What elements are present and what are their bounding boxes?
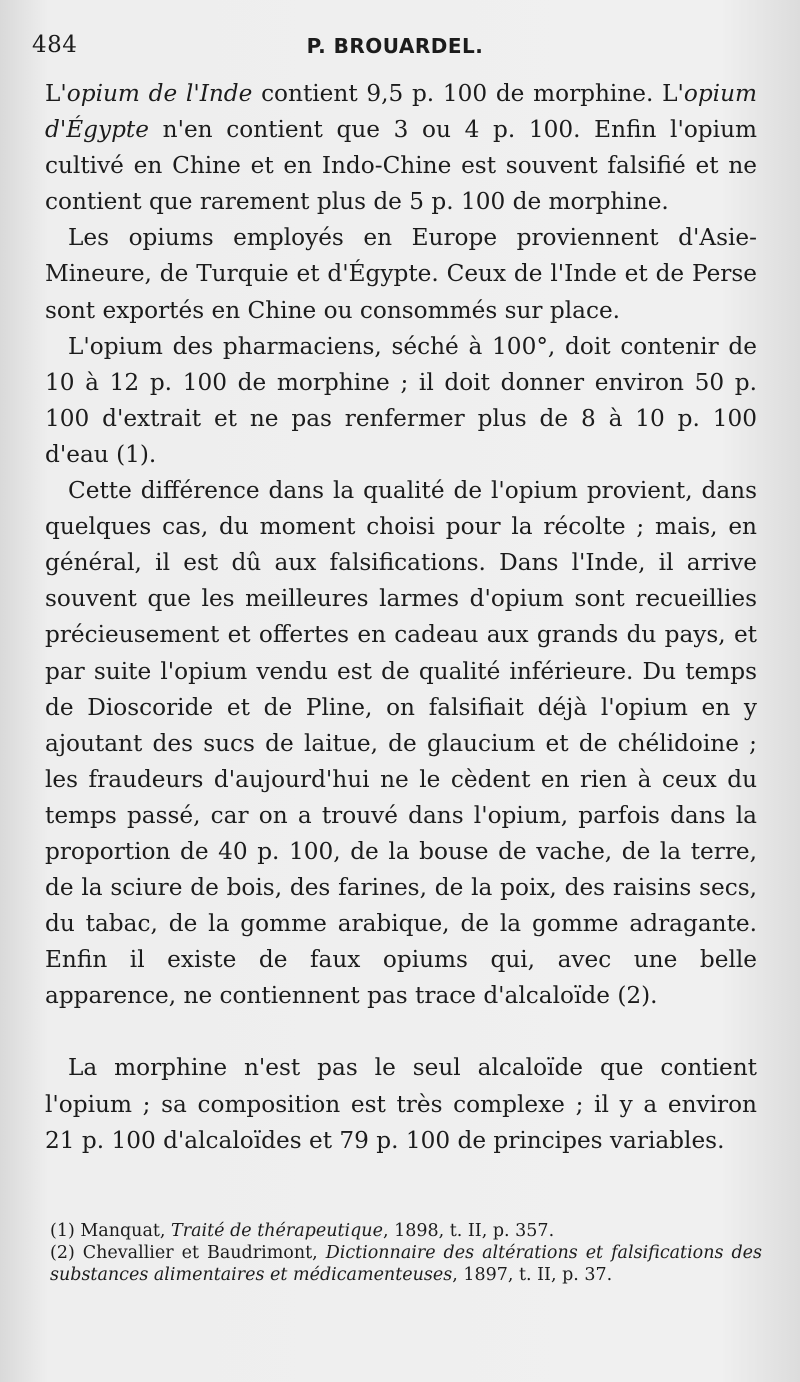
text-run: Les opiums employés en Europe proviennent d'Asie-Mineure, de Turquie et d'Égypte. Ceux de l'Inde et de Perse sont exportés en Chine ou consommés sur place. — [45, 224, 757, 324]
italic-text: opium de l'Inde — [66, 80, 253, 107]
footnotes — [50, 1220, 762, 1286]
paragraph — [45, 220, 757, 328]
text-run: , 1898, t. II, p. 357. — [382, 1221, 555, 1241]
text-run: Cette différence dans la qualité de l'opium provient, dans quelques cas, du moment choisi pour la récolte ; mais, en général, il est dû aux falsifications. Dans l'Inde, il arrive souvent que les meilleures larmes d'opium sont recueillies précieusement et offertes en cadeau aux grands du pays, et par suite l'opium vendu est de qualité inférieure. Du temps de Dioscoride et de Pline, on falsifiait déjà l'opium en y ajoutant des sucs de laitue, de glaucium et de chélidoine ; les fraudeurs d'aujourd'hui ne le cèdent en rien à ceux du temps passé, car on a trouvé dans l'opium, parfois dans la proportion de 40 p. 100, de la bouse de vache, de la terre, de la sciure de bois, des farines, de la poix, des raisins secs, du tabac, de la gomme arabique, de la gomme adragante. Enfin il existe de faux opiums qui, avec une belle apparence, ne contiennent pas trace d'alcaloïde (2). — [45, 477, 757, 1010]
section-gap — [45, 1014, 757, 1050]
italic-text: Dictionnaire des altérations et falsifications des substances alimentaires et médicamenteuses — [50, 1243, 762, 1285]
text-run: L'opium des pharmaciens, séché à 100°, doit contenir de 10 à 12 p. 100 de morphine ; il doit donner environ 50 p. 100 d'extrait et ne pas renfermer plus de 8 à 10 p. 100 d'eau (1). — [45, 332, 757, 468]
paragraph — [45, 1050, 757, 1158]
text-run: L' — [45, 80, 67, 107]
body-text — [45, 76, 757, 1159]
text-run: , 1897, t. II, p. 37. — [452, 1265, 613, 1285]
text-run: (1) Manquat, — [50, 1221, 172, 1241]
running-title: P. BROUARDEL. — [306, 34, 484, 58]
paragraph — [45, 329, 757, 473]
italic-text: Traité de thérapeutique — [171, 1221, 383, 1241]
footnote — [50, 1220, 762, 1242]
running-head — [30, 32, 760, 68]
text-run: n'en contient que 3 ou 4 p. 100. Enfin l'opium cultivé en Chine et en Indo-Chine est souvent falsifié et ne contient que rarement plus de 5 p. 100 de morphine. — [45, 116, 757, 216]
paragraph — [45, 76, 757, 220]
paragraph — [45, 473, 757, 1014]
italic-text: opium d'Égypte — [45, 80, 757, 144]
text-run: (2) Chevallier et Baudrimont, — [50, 1243, 326, 1263]
text-run: La morphine n'est pas le seul alcaloïde que contient l'opium ; sa composition est très complexe ; il y a environ 21 p. 100 d'alcaloïdes et 79 p. 100 de principes variables. — [45, 1054, 757, 1154]
page-number: 484 — [32, 32, 78, 58]
footnote — [50, 1242, 762, 1286]
text-run: contient 9,5 p. 100 de morphine. L' — [252, 80, 684, 107]
